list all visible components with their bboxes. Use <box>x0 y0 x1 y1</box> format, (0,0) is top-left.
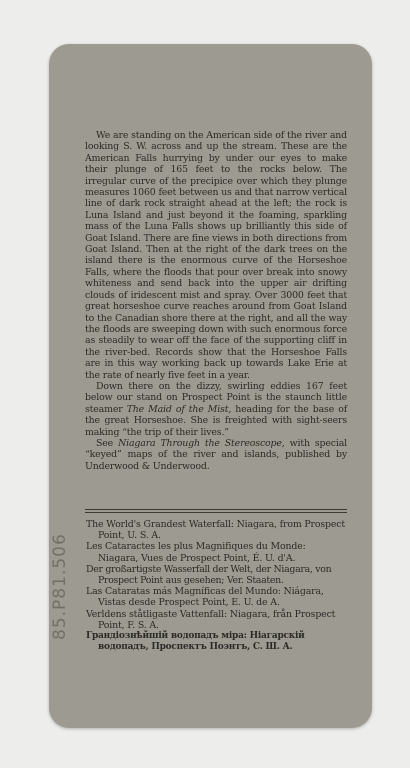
divider-thin <box>85 512 347 513</box>
divider-thick <box>85 509 347 510</box>
description-paragraph-3: See Niagara Through the Stereoscope, with special “keyed” maps of the river and islands, published by Underwood & Underwood. <box>85 437 347 472</box>
title-spanish: Las Cataratas más Magníficas del Mundo: Niágara, Vistas desde Prospect Point, E. U. de A. <box>86 586 324 609</box>
description-text <box>85 130 347 472</box>
book-title: Niagara Through the Stereoscope, <box>118 437 285 449</box>
description-paragraph-1: We are standing on the American side of the river and looking S. W. across and up the stream. These are the American Falls hurrying by under our eyes to make their plunge of 165 feet to the rocks below. The irregular curve of the precipice over which they plunge measures 1060 feet between us and that narrow vertical line of dark rock straight ahead at the left; the rock is Luna Island and just beyond it the foaming, sparkling mass of the Luna Falls shows up brilliantly this side of Goat Island. There are fine views in both directions from Goat Island. Then at the right of the dark trees on the island there is the enormous curve of the Horseshoe Falls, where the floods that pour over break into snowy whiteness and send back into the upper air drifting clouds of iridescent mist and spray. Over 3000 feet that great horseshoe curve reaches around from Goat Island to the Canadian shore there at the right, and all the way the floods are sweeping down with such enormous force as steadily to wear off the face of the supporting cliff in the river-bed. Records show that the Horseshoe Falls are in this way working back up towards Lake Erie at the rate of nearly five feet in a year. <box>85 130 347 381</box>
title-english: The World's Grandest Waterfall: Niagara, from Prospect Point, U. S. A. <box>86 519 346 542</box>
multilingual-titles <box>86 519 346 653</box>
title-french: Les Cataractes les plus Magnifiques du Monde: Niagara, Vues de Prospect Point, É. U. d'A. <box>86 541 306 564</box>
title-german: Der großartigste Wasserfall der Welt, der Niagara, von Prospect Point aus gesehen; Ver. Staaten. <box>86 563 332 587</box>
title-swedish: Verldens ståtligaste Vattenfall: Niagara, från Prospect Point, F. S. A. <box>86 608 336 631</box>
steamer-name: The Maid of the Mist, <box>126 403 232 415</box>
pencil-catalog-number: 85.P81.506 <box>50 533 70 640</box>
title-russian: Грандіознѣйшій водопадъ міра: Ніагарскій водопадъ, Проспектъ Поэнтъ, С. Ш. А. <box>86 631 305 653</box>
description-paragraph-2: Down there on the dizzy, swirling eddies 167 feet below our stand on Prospect Point is the staunch little steamer The Maid of the Mist, heading for the base of the great Horseshoe. She is freighted with sight-seers making “the trip of their lives.” <box>85 380 348 438</box>
